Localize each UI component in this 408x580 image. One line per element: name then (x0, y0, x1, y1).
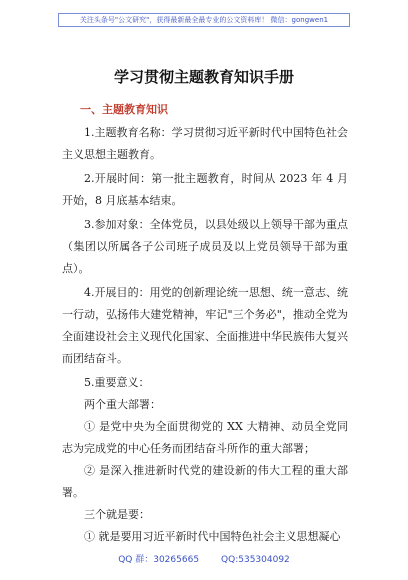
paragraph-6: 两个重大部署： (84, 398, 161, 411)
paragraph-2: 2.开展时间：第一批主题教育，时间从 2023 年 4 月开始，8 月底基本结束。 (62, 172, 348, 207)
footer-qq: QQ:535304092 (221, 555, 290, 565)
paragraph-4: 4.开展目的：用党的创新理论统一思想、统一意志、统一行动，弘扬伟大建党精神，牢记"三个务必"，推动全党为全面建设社会主义现代化国家、全面推进中华民族伟大复兴而团结奋斗。 (62, 286, 348, 365)
document-body (62, 122, 348, 548)
paragraph-10: ① 就是要用习近平新时代中国特色社会主义思想凝心 (84, 530, 341, 543)
page-footer (0, 552, 408, 565)
paragraph-5: 5.重要意义： (84, 376, 150, 389)
paragraph-8: ② 是深入推进新时代党的建设新的伟大工程的重大部署。 (62, 464, 348, 499)
footer-qq-group: QQ 群：30265665 (118, 555, 200, 565)
paragraph-1: 1.主题教育名称：学习贯彻习近平新时代中国特色社会主义思想主题教育。 (62, 126, 348, 161)
paragraph-9: 三个就是要： (84, 508, 150, 521)
promo-banner: 关注头条号"公文研究"，获得最新最全最专业的公文资料库！ 微信：gongwen1 (58, 13, 350, 27)
document-title: 学习贯彻主题教育知识手册 (113, 68, 294, 86)
paragraph-3: 3.参加对象：全体党员，以县处级以上领导干部为重点（集团以所属各子公司班子成员及以上党员领导干部为重点）。 (62, 218, 348, 275)
paragraph-7: ① 是党中央为全面贯彻党的 XX 大精神、动员全党同志为完成党的中心任务而团结奋斗所作的重大部署； (62, 420, 348, 455)
section-heading: 一、主题教育知识 (80, 103, 168, 116)
